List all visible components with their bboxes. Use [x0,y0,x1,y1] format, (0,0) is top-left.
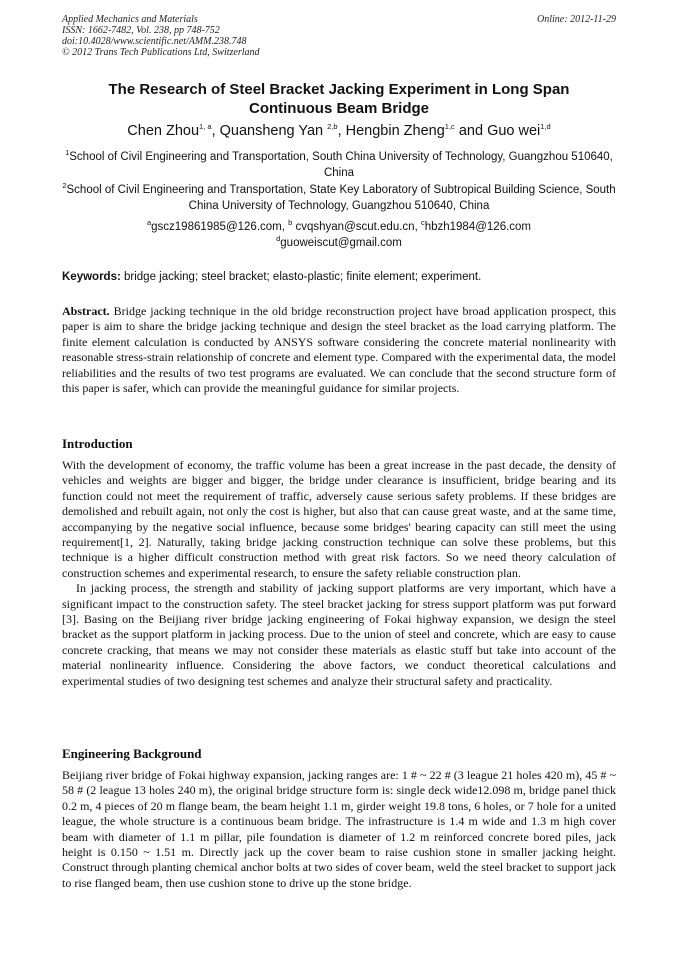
introduction-heading: Introduction [62,436,133,451]
email-marker-c: c [420,218,425,228]
keywords [62,270,616,285]
author-1-affil: 1, a [199,122,212,132]
author-3-affil: 1,c [444,122,455,132]
issn-line: ISSN: 1662-7482, Vol. 238, pp 748-752 [62,25,220,36]
author-separator: , [337,123,346,139]
email-c[interactable]: hbzh1984@126.com [424,221,532,233]
email-marker-a: a [146,218,152,228]
author-1: Chen Zhou [127,123,200,139]
engineering-background-heading: Engineering Background [62,746,202,761]
email-b[interactable]: cvqshyan@scut.edu.cn, [292,221,421,233]
author-separator: and [454,123,488,139]
affiliation-2-text: School of Civil Engineering and Transportation, State Key Laboratory of Subtropical Building Science, South China University of Technology, Guangzhou 510640, China [66,184,616,212]
author-4-affil: 1,d [540,122,551,132]
abstract-text: Bridge jacking technique in the old bridge reconstruction project have broad application prospect, this paper is aim to share the bridge jacking technique and design the steel bracket as the load carrying platform. The finite element calculation is conducted by ANSYS software considering the concrete material nonlinearity with reasonable stress-strain relationship of concrete and element type. Compared with the experimental data, the model reliabilities and the results of two test programs are evaluated. We can conclude that the second structure form of this paper is safer, which can provide the meaningful guidance for similar projects. [62,304,616,396]
engineering-background-paragraph-1: Beijiang river bridge of Fokai highway expansion, jacking ranges are: 1 # ~ 22 # (3 league 21 holes 420 m), 45 # ~ 58 # (2 league 13 holes 240 m), the original bridge structure form is: single deck wide12.098 m, bridge panel thick 0.2 m, 4 pieces of 20 m flange beam, the beam height 1.1 m, girder weight 19.8 tons, 6 holes, or 7 hole for a united league, the whole structure is a continuous beam bridge. The infrastructure is 1.4 m wide and 1.3 m high cover beam with diameter of 1.1 m pillar, pile foundation is diameter of 1.2 m reinforced concrete bored piles, jack height is 0.150 ~ 1.51 m. Directly jack up the cover beam to raise cushion stone in smaller jacking height. Construct through planting chemical anchor bolts at two sides of cover beam, weld the steel bracket to support jack to rise flanged beam, then use cushion stone to drive up the stone bridge. [62,768,616,890]
paper-title [40,80,638,118]
introduction-paragraph-1: With the development of economy, the traffic volume has been a great increase in the past decade, the density of vehicles and weights are bigger and bigger, the bridge under clearance is insufficient, bridge bearing and its function could not meet the requirement of traffic, adversely cause serious safety problems. If these bridges are demolished and rebuilt again, not only the cost is higher, but also that can cause great waste, and at the same time, accompanying by the negative social influence, because some bridges' bearing capacity can still meet the using requirement[1, 2]. Naturally, taking bridge jacking construction technique can solve these problems, but this technique is a higher difficult construction method with great risk factors. So we need theory calculation of construction schemes and experimental research, to ensure the safety reliable construction plan. [62,458,616,580]
affiliation-2-marker: 2 [62,181,67,191]
journal-header [62,14,616,58]
author-2: Quansheng Yan [219,123,328,139]
affiliation-2 [55,182,623,214]
affiliation-1-marker: 1 [65,148,70,158]
email-marker-b: b [288,218,293,228]
introduction-body [62,458,616,689]
email-line-2 [40,235,638,251]
author-emails [40,219,638,251]
affiliation-1 [55,149,623,181]
online-date: Online: 2012-11-29 [537,14,616,25]
introduction-paragraph-2: In jacking process, the strength and stability of jacking support platforms are very important, which have a significant impact to the construction safety. The steel bracket jacking for stress support platform was put forward [3]. Basing on the Beijiang river bridge jacking engineering of Fokai highway expansion, we design the steel bracket as the support platform in jacking process. Due to the union of steel and concrete, which are easy to cause concrete cracking, that means we may not consider these materials as elastic stuff but take into account of the material nonlinearity influence. Considering the above factors, we conduct theoretical calculations and experimental studies of two designing test schemes and analyze their structural safety and practicality. [62,581,616,688]
engineering-background-body [62,768,616,891]
author-4: Guo wei [487,123,541,139]
author-list [40,121,638,141]
author-separator: , [211,123,220,139]
title-line-1: The Research of Steel Bracket Jacking Experiment in Long Span [108,81,570,98]
journal-name: Applied Mechanics and Materials [62,14,198,25]
abstract [62,304,616,396]
email-marker-d: d [276,234,281,244]
copyright-line: © 2012 Trans Tech Publications Ltd, Switzerland [62,47,260,58]
doi-line: doi:10.4028/www.scientific.net/AMM.238.748 [62,36,247,47]
keywords-label: Keywords: [62,271,121,283]
author-3: Hengbin Zheng [345,123,445,139]
email-d[interactable]: guoweiscut@gmail.com [280,237,402,249]
email-a[interactable]: gscz19861985@126.com, [151,221,289,233]
email-line-1 [40,219,638,235]
affiliation-1-text: School of Civil Engineering and Transportation, South China University of Technology, Guangzhou 510640, China [69,151,613,179]
abstract-label: Abstract. [62,304,110,318]
keywords-text: bridge jacking; steel bracket; elasto-plastic; finite element; experiment. [120,271,482,283]
title-line-2: Continuous Beam Bridge [248,100,429,117]
author-2-affil: 2,b [327,122,338,132]
